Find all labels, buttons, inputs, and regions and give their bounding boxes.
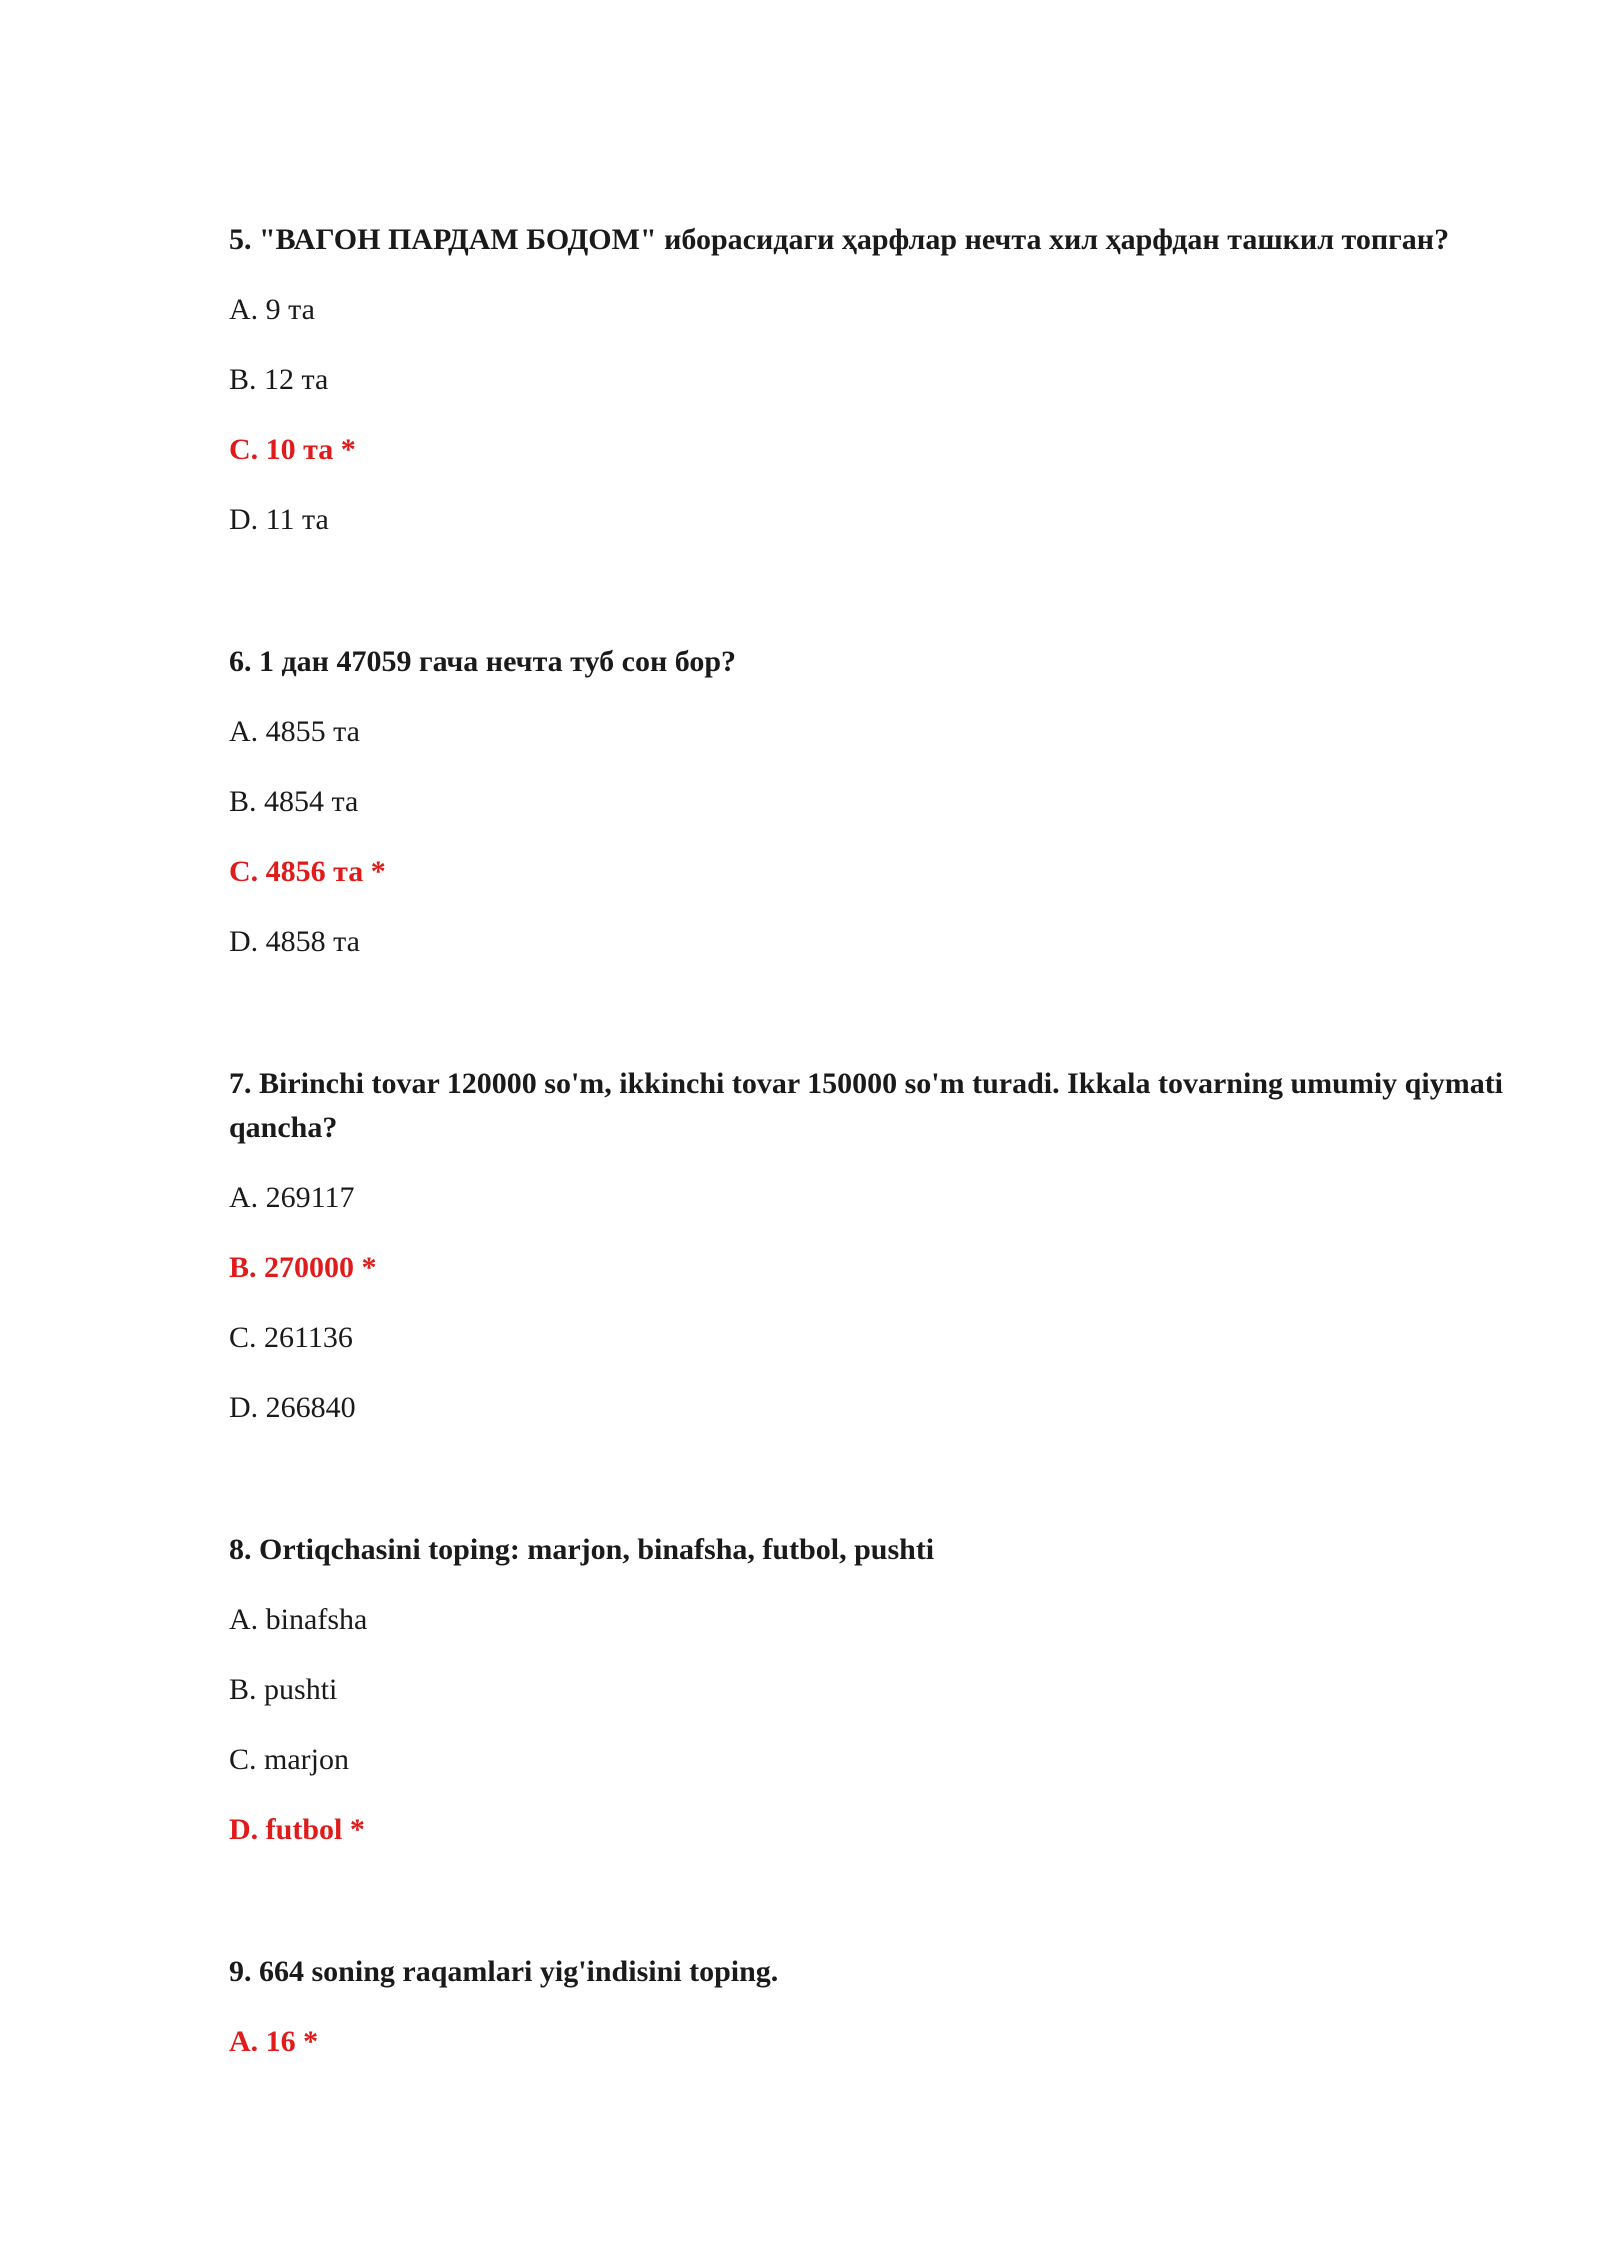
question-9	[229, 1950, 1529, 2064]
option-b-correct: B. 270000 *	[229, 1251, 377, 1284]
option-a: A. binafsha	[229, 1603, 368, 1636]
question-8	[229, 1528, 1529, 1852]
document-page	[229, 218, 1529, 2090]
option-c-correct: C. 10 та *	[229, 433, 356, 466]
option-b: B. 4854 та	[229, 785, 359, 818]
question-text: 6. 1 дан 47059 гача нечта туб сон бор?	[229, 645, 737, 678]
option-b: B. pushti	[229, 1673, 338, 1706]
option-d: D. 4858 та	[229, 925, 360, 958]
option-d: D. 266840	[229, 1391, 356, 1424]
option-b: B. 12 та	[229, 363, 329, 396]
question-text: 7. Birinchi tovar 120000 so'm, ikkinchi tovar 150000 so'm turadi. Ikkala tovarning umumiy qiymati qancha?	[229, 1067, 1504, 1144]
question-text: 9. 664 soning raqamlari yig'indisini toping.	[229, 1955, 779, 1988]
question-5	[229, 218, 1529, 542]
question-text: 8. Ortiqchasini toping: marjon, binafsha, futbol, pushti	[229, 1533, 935, 1566]
option-a: A. 9 та	[229, 293, 315, 326]
question-text: 5. "ВАГОН ПАРДАМ БОДОМ" иборасидаги ҳарфлар нечта хил ҳарфдан ташкил топган?	[229, 223, 1450, 256]
option-c: C. 261136	[229, 1321, 353, 1354]
question-7	[229, 1062, 1529, 1430]
option-d-correct: D. futbol *	[229, 1813, 365, 1846]
option-c-correct: C. 4856 та *	[229, 855, 386, 888]
option-c: C. marjon	[229, 1743, 349, 1776]
option-a-correct: A. 16 *	[229, 2025, 319, 2058]
option-a: A. 4855 та	[229, 715, 360, 748]
option-d: D. 11 та	[229, 503, 329, 536]
option-a: A. 269117	[229, 1181, 355, 1214]
question-6	[229, 640, 1529, 964]
